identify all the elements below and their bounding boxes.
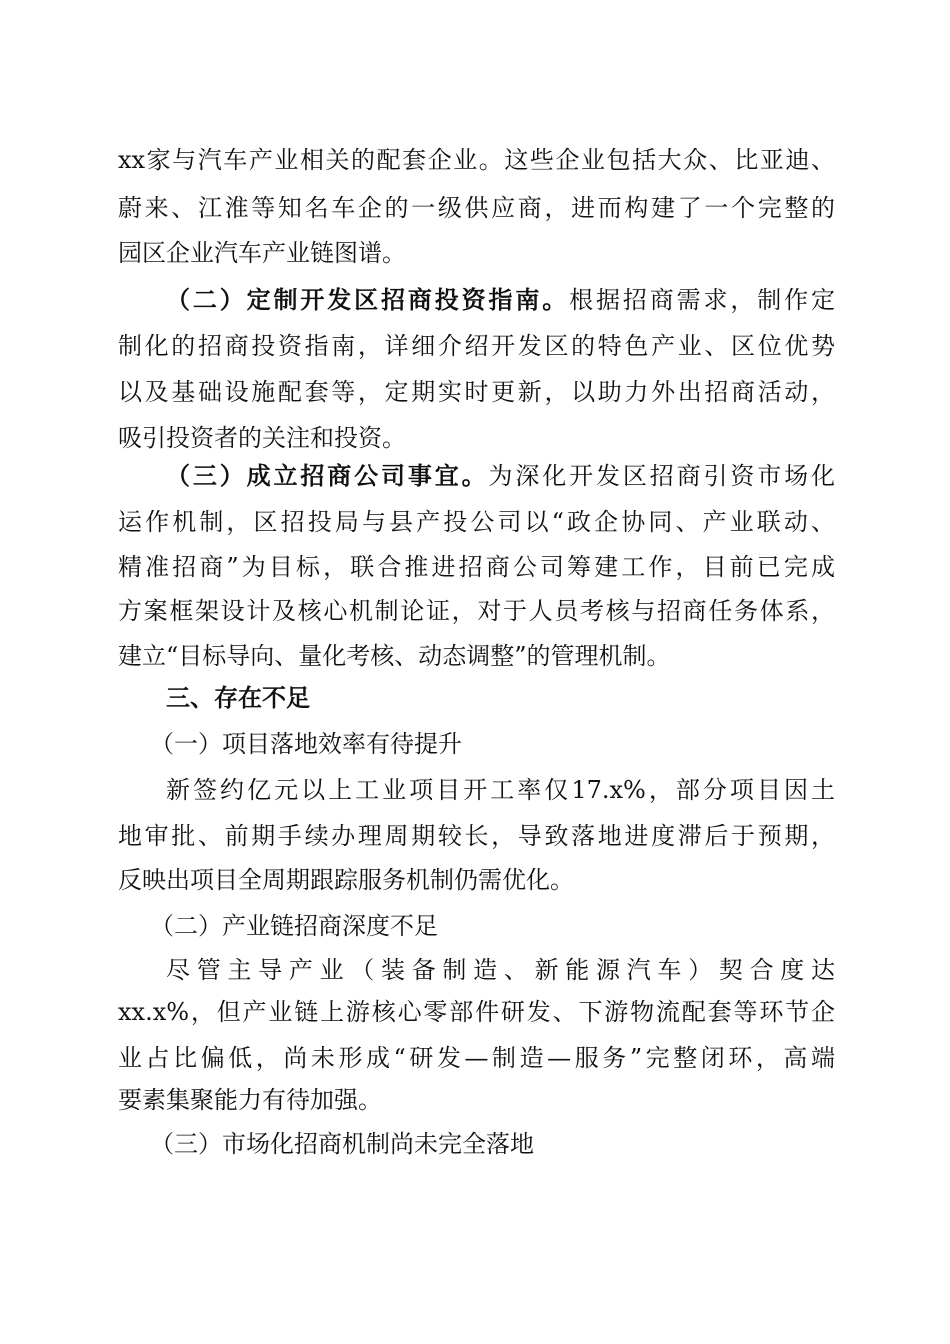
body-line: 以及基础设施配套等，定期实时更新，以助力外出招商活动， [118, 378, 835, 406]
section-line [166, 461, 835, 491]
subheading-bold: （二）定制开发区招商投资指南。 [166, 285, 570, 314]
body-line: 方案框架设计及核心机制论证，对于人员考核与招商任务体系， [118, 597, 835, 625]
section-heading: 三、存在不足 [166, 684, 310, 712]
body-line: 蔚来、江淮等知名车企的一级供应商，进而构建了一个完整的 [118, 194, 835, 222]
body-line: 运作机制，区招投局与县产投公司以“政企协同、产业联动、 [118, 508, 835, 536]
body-line: 精准招商”为目标，联合推进招商公司筹建工作，目前已完成 [118, 553, 835, 581]
body-line: 制化的招商投资指南，详细介绍开发区的特色产业、区位优势 [118, 332, 835, 360]
body-line: 园区企业汽车产业链图谱。 [118, 239, 406, 267]
body-line: 地审批、前期手续办理周期较长，导致落地进度滞后于预期， [118, 822, 835, 850]
subheading-bold: （三）成立招商公司事宜。 [166, 461, 489, 490]
subheading: （二）产业链招商深度不足 [150, 912, 438, 940]
body-line: 吸引投资者的关注和投资。 [118, 424, 406, 452]
body-text: 为深化开发区招商引资市场化 [488, 462, 835, 490]
subheading: （一）项目落地效率有待提升 [150, 730, 462, 758]
subheading: （三）市场化招商机制尚未完全落地 [150, 1130, 534, 1158]
body-line: 业占比偏低，尚未形成“研发—制造—服务”完整闭环，高端 [118, 1044, 835, 1072]
body-line: 新签约亿元以上工业项目开工率仅17.x%，部分项目因土 [166, 776, 835, 804]
body-line: 反映出项目全周期跟踪服务机制仍需优化。 [118, 866, 574, 894]
body-text: 根据招商需求，制作定 [569, 286, 835, 314]
section-line [166, 285, 835, 315]
body-line: 要素集聚能力有待加强。 [118, 1086, 382, 1114]
body-line: xx.x%，但产业链上游核心零部件研发、下游物流配套等环节企 [118, 998, 835, 1026]
body-line: xx家与汽车产业相关的配套企业。这些企业包括大众、比亚迪、 [118, 146, 835, 174]
body-line: 建立“目标导向、量化考核、动态调整”的管理机制。 [118, 642, 671, 670]
body-line: 尽管主导产业（装备制造、新能源汽车）契合度达 [166, 956, 835, 984]
